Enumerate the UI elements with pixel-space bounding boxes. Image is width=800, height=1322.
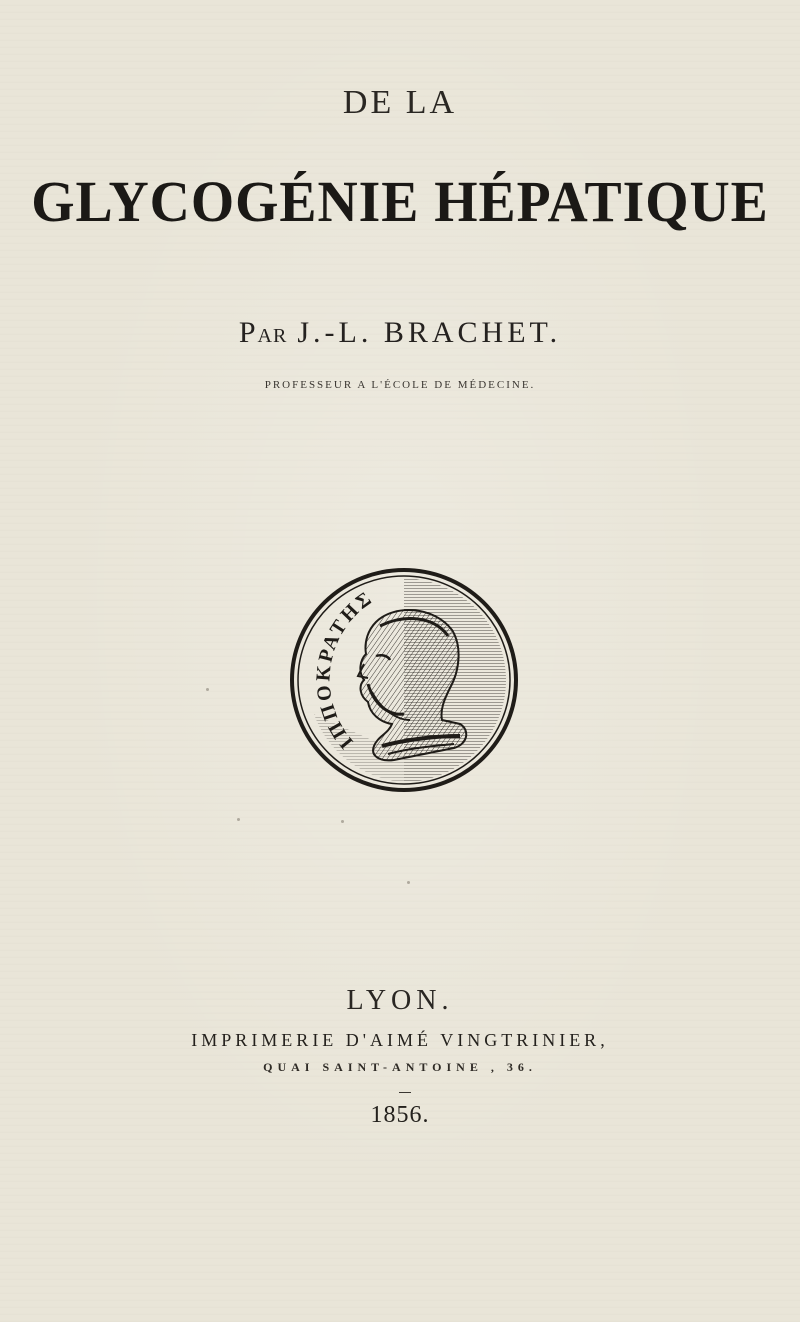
printer-name: IMPRIMERIE D'AIMÉ VINGTRINIER, [191,1030,609,1050]
author-line [0,316,800,350]
author-prefix-rest: AR [257,325,288,347]
author-prefix-initial: P [238,316,258,349]
book-title: GLYCOGÉNIE HÉPATIQUE [31,169,769,234]
year-divider [399,1092,411,1093]
publication-year: 1856. [370,1102,430,1128]
pre-title: DE LA [342,84,458,121]
paper-speck [206,688,209,691]
printer-address: QUAI SAINT-ANTOINE , 36. [263,1060,537,1074]
author-profession: PROFESSEUR A L'ÉCOLE DE MÉDECINE. [264,379,536,391]
author-name: J.-L. BRACHET. [297,316,562,349]
paper-speck [407,881,410,884]
paper-speck [341,820,344,823]
publication-city: LYON. [346,985,454,1016]
hippocrates-medallion-icon [284,564,524,796]
paper-speck [237,818,240,821]
medallion-inscription: ΙΠΠΟΚΡΑΤΗΣ [312,586,378,753]
